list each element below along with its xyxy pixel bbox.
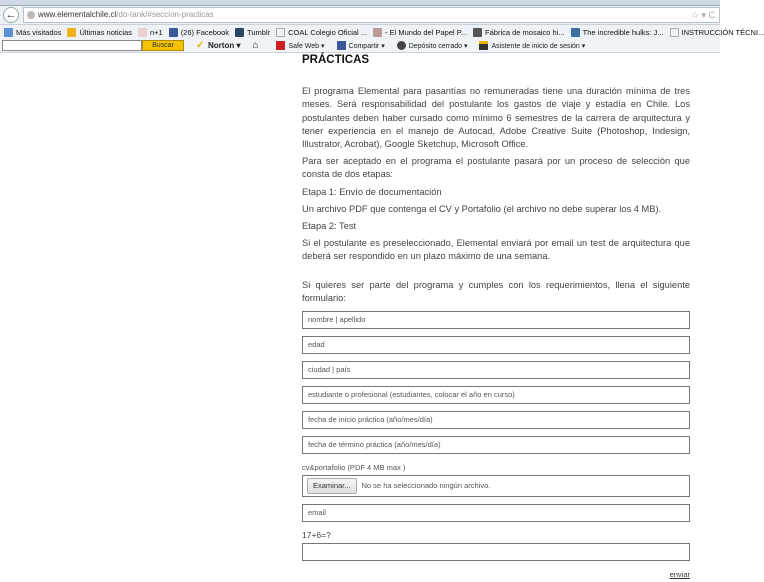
asistente-label: Asistente de inicio de sesión ▾ xyxy=(491,42,586,50)
toolbar-search-input[interactable] xyxy=(2,40,142,51)
email-input[interactable]: email xyxy=(302,504,690,522)
bookmark-incredible-hulks[interactable] xyxy=(571,28,664,37)
safe-web-menu[interactable] xyxy=(276,41,324,50)
fecha-termino-input[interactable]: fecha de término práctica (año/mes/día) xyxy=(302,436,690,454)
norton-label: Norton ▾ xyxy=(208,41,241,50)
bookmark-label: (26) Facebook xyxy=(180,27,230,37)
paragraph: Para ser aceptado en el programa el postulante pasará por un proceso de selección que consta de dos etapas: xyxy=(302,156,690,180)
bookmark-label: n+1 xyxy=(149,27,163,37)
file-status: No se ha seleccionado ningún archivo. xyxy=(361,481,491,491)
safe-web-icon xyxy=(276,41,285,50)
bookmark-tumblr[interactable] xyxy=(235,28,270,37)
bookmark-mundo-papel[interactable] xyxy=(373,28,467,37)
norton-check-icon: ✓ xyxy=(196,40,205,51)
buscar-button[interactable]: Buscar xyxy=(142,40,184,51)
bookmark-label: Fábrica de mosaico hi... xyxy=(485,27,565,37)
bookmark-label: Tumblr xyxy=(247,27,271,37)
address-bar-row xyxy=(0,6,720,25)
paragraph: Etapa 1: Envío de documentación xyxy=(302,186,442,197)
paragraph: Un archivo PDF que contenga el CV y Portafolio (el archivo no debe superar los 4 MB). xyxy=(302,203,662,214)
bookmark-coal[interactable] xyxy=(276,28,367,37)
url-host: www.elementalchile.cl xyxy=(38,10,117,19)
asistente-menu[interactable] xyxy=(479,41,585,50)
safe-web-label: Safe Web ▾ xyxy=(288,42,325,50)
bookmark-fabrica-mosaico[interactable] xyxy=(473,28,565,37)
file-label: cv&portafolio (PDF 4 MB max ) xyxy=(302,463,406,473)
examinar-button[interactable]: Examinar... xyxy=(307,478,357,494)
practicas-section xyxy=(302,52,690,582)
back-button[interactable]: ← xyxy=(3,7,19,23)
form-intro: Si quieres ser parte del programa y cumples con los requerimientos, llena el siguiente formulario: xyxy=(302,279,690,303)
bookmark-ultimas-noticias[interactable] xyxy=(67,28,132,37)
bookmark-label: The incredible hulks: J... xyxy=(582,27,664,37)
norton-menu[interactable] xyxy=(196,41,240,50)
captcha-label: 17+6=? xyxy=(302,530,331,541)
bookmark-label: INSTRUCCIÓN TÉCNI... xyxy=(681,27,764,37)
captcha-input[interactable] xyxy=(302,543,690,561)
compartir-menu[interactable] xyxy=(337,41,385,50)
paragraph: Etapa 2: Test xyxy=(302,221,357,232)
file-upload xyxy=(302,475,690,497)
nombre-apellido-input[interactable]: nombre | apellido xyxy=(302,311,690,329)
bookmark-label: Últimas noticias xyxy=(79,27,132,37)
deposito-label: Depósito cerrado ▾ xyxy=(408,42,468,50)
bookmarks-bar xyxy=(0,25,764,39)
bookmark-facebook[interactable] xyxy=(169,28,229,37)
url-path: /do-tank/#seccion-practicas xyxy=(116,10,214,19)
deposito-menu[interactable] xyxy=(397,41,468,50)
bookmark-star-icon[interactable]: ☆ ▾ C xyxy=(690,10,715,20)
bookmark-label: - El Mundo del Papel P... xyxy=(385,27,468,37)
paragraph: El programa Elemental para pasantías no remuneradas tiene una duración mínima de tres meses. Será responsabilidad del postulante los gastos de viaje y estadía en Chile. Los postulantes deben haber cursado como mínimo 6 semestres de la carrera de arquitectura y tener experiencia en el manejo de Autocad, Adobe Creative Suite (Photoshop, Indesign, Illustrator, Acrobat), Google Sketchup, Microsoft Office. xyxy=(302,86,690,150)
login-assistant-icon xyxy=(479,41,488,50)
enviar-link[interactable]: enviar xyxy=(669,570,690,580)
url-input[interactable] xyxy=(23,7,720,23)
bookmark-mas-visitados[interactable] xyxy=(4,28,61,37)
page-title: PRÁCTICAS xyxy=(302,54,370,66)
ciudad-pais-input[interactable]: ciudad | país xyxy=(302,361,690,379)
bookmark-label: COAL Colegio Oficial ... xyxy=(288,27,368,37)
edad-input[interactable]: edad xyxy=(302,336,690,354)
norton-toolbar xyxy=(0,39,720,53)
fecha-inicio-input[interactable]: fecha de inicio práctica (año/mes/día) xyxy=(302,411,690,429)
bookmark-n1[interactable] xyxy=(138,28,163,37)
home-button[interactable] xyxy=(252,41,264,50)
vault-icon xyxy=(397,41,406,50)
compartir-label: Compartir ▾ xyxy=(348,42,385,50)
facebook-icon xyxy=(337,41,346,50)
bookmark-instruccion[interactable] xyxy=(670,28,764,37)
bookmark-label: Más visitados xyxy=(16,27,62,37)
estudiante-profesional-input[interactable]: estudiante o profesional (estudiantes, colocar el año en curso) xyxy=(302,386,690,404)
paragraph: Si el postulante es preseleccionado, Elemental enviará por email un test de arquitectura que deberá ser respondido en un plazo máximo de una semana. xyxy=(302,238,690,262)
globe-icon xyxy=(27,11,35,19)
home-icon: ⌂ xyxy=(252,40,259,51)
